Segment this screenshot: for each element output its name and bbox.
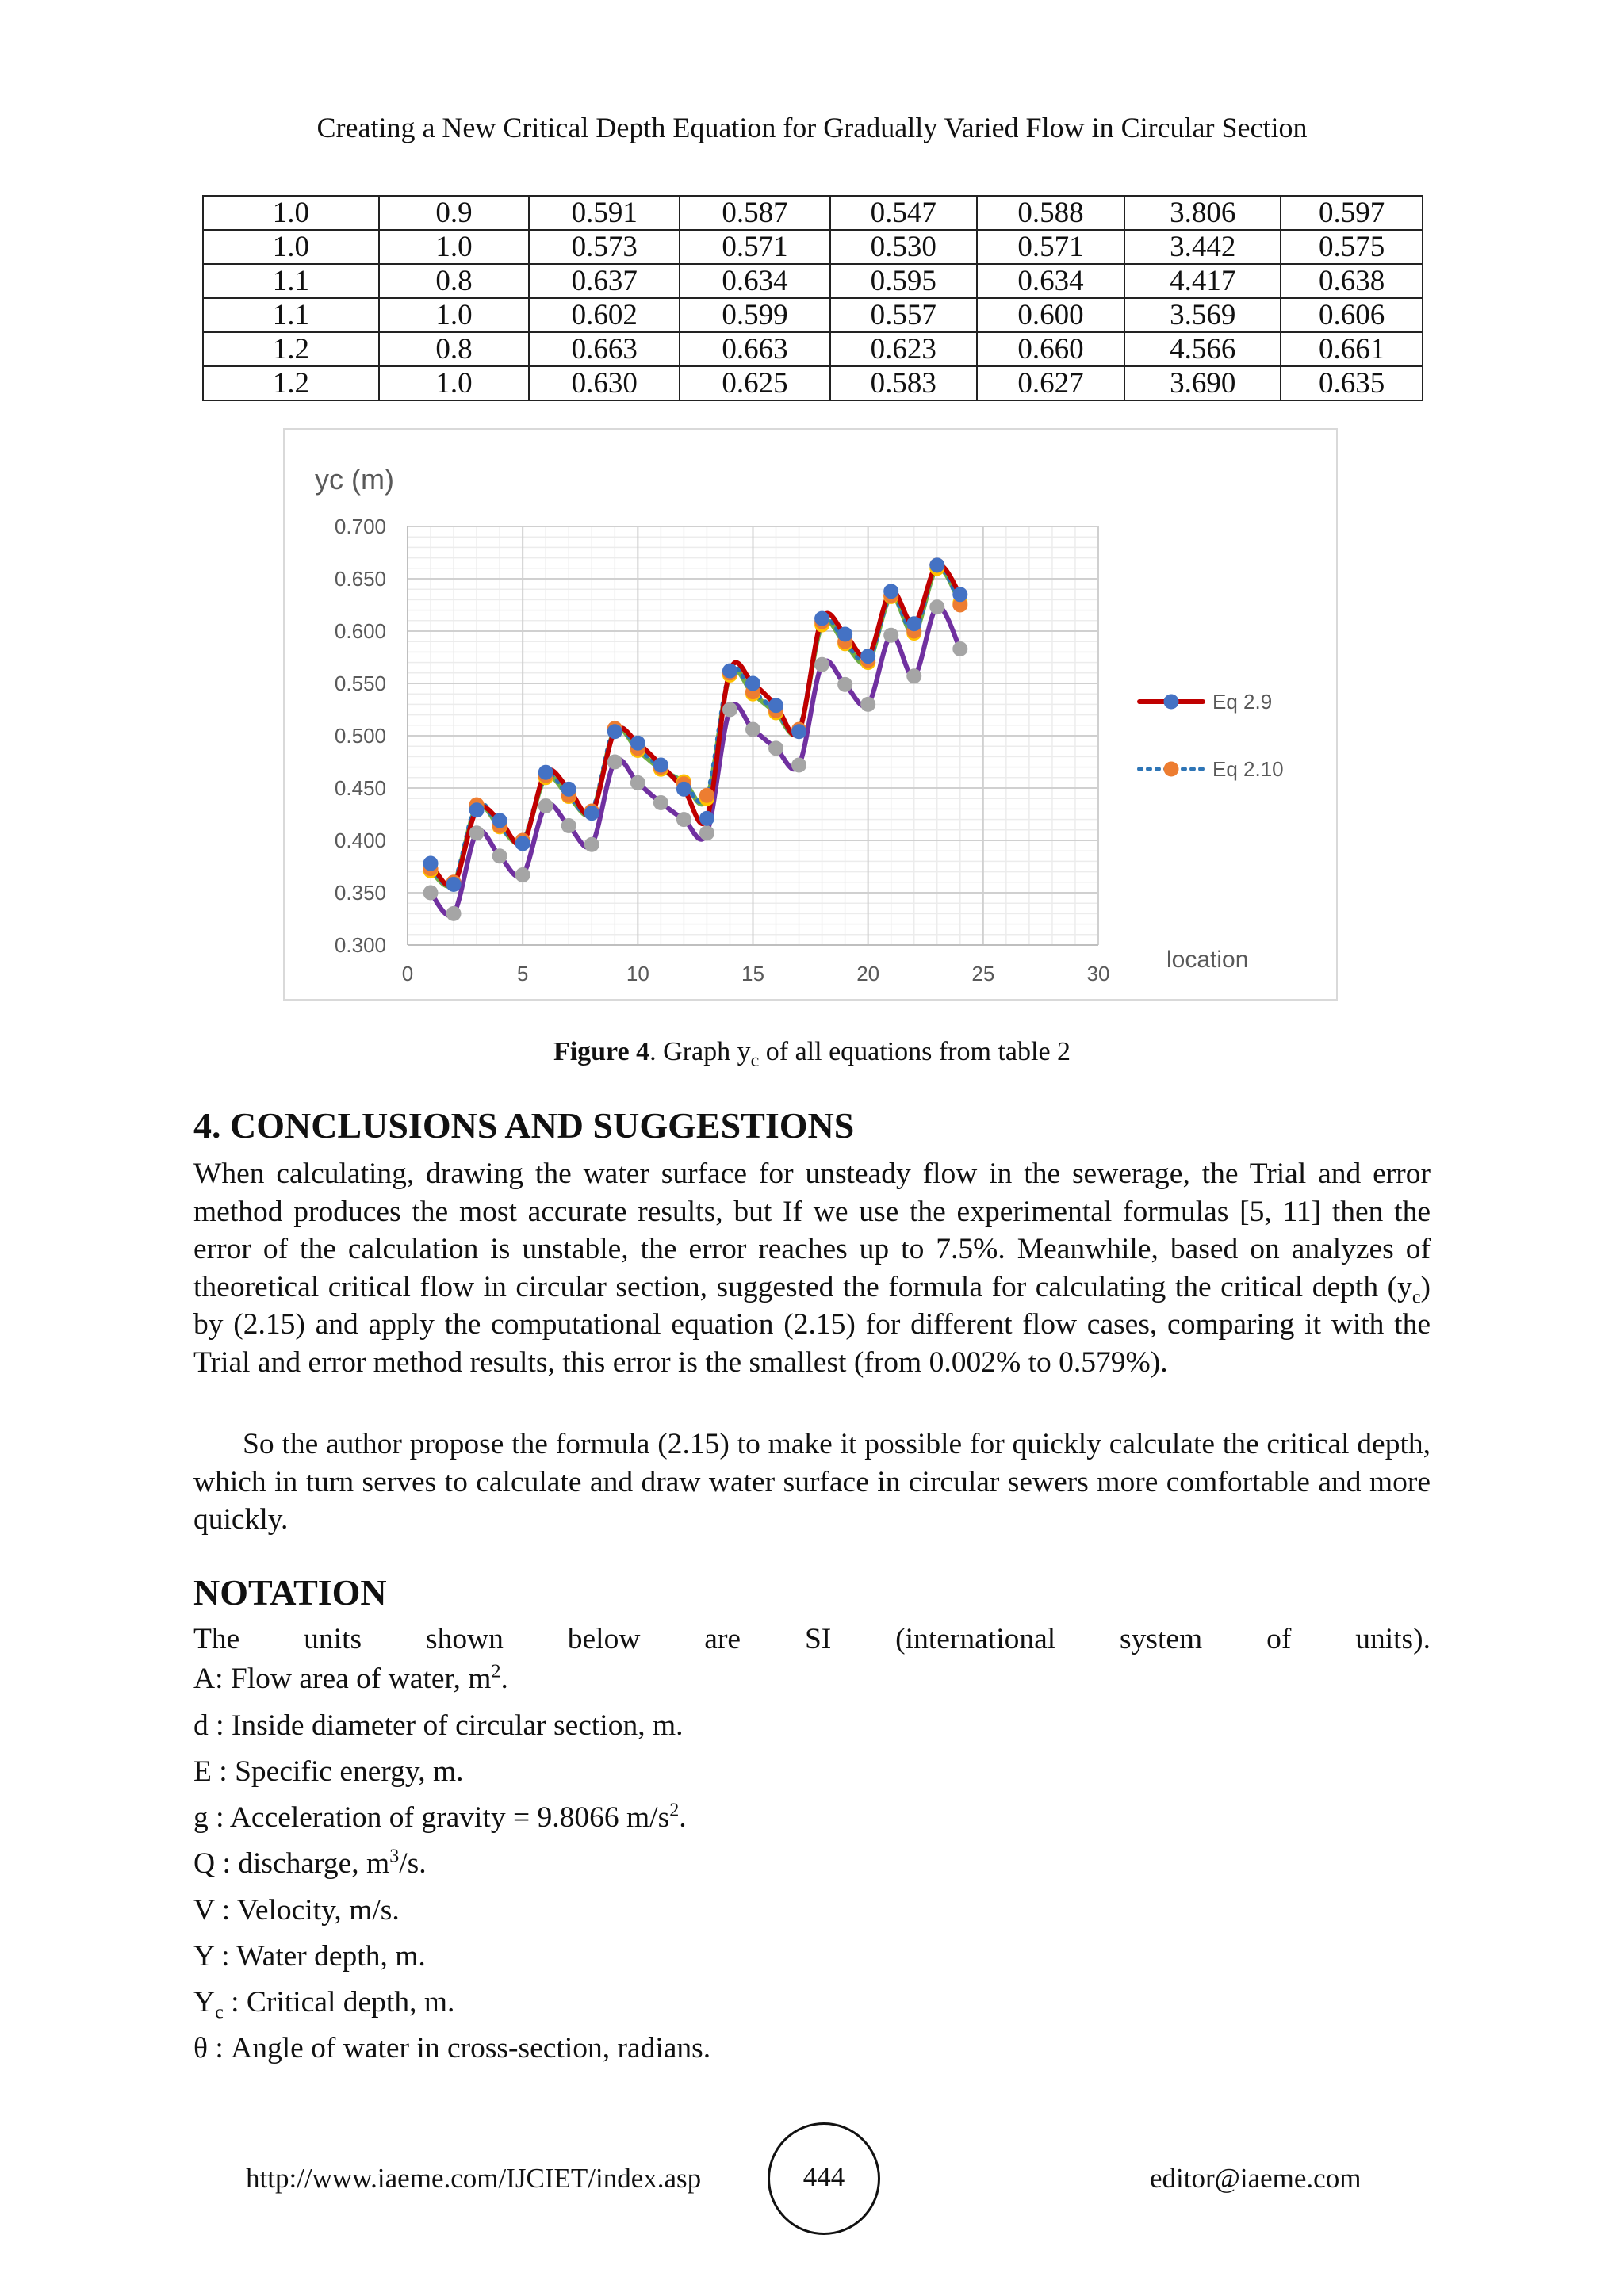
data-point (492, 813, 508, 828)
figure-caption (0, 1037, 1624, 1071)
table-row (203, 264, 1423, 298)
x-tick-label: 15 (741, 962, 764, 985)
table-cell: 3.569 (1124, 298, 1281, 332)
legend-marker (1164, 762, 1179, 777)
caption-subscript: c (750, 1050, 760, 1071)
data-point (722, 702, 737, 718)
table-cell: 0.660 (977, 332, 1125, 366)
data-point (584, 837, 599, 852)
data-point (929, 557, 944, 572)
notation-item-Q: Q : discharge, $m^3/s$. (193, 1846, 427, 1880)
data-point (561, 818, 576, 833)
paragraph-subscript: c (1411, 1287, 1421, 1307)
table-cell: 0.599 (680, 298, 830, 332)
data-point (607, 755, 622, 770)
data-point (653, 795, 668, 810)
table-cell: 0.634 (977, 264, 1125, 298)
table-cell: 0.638 (1281, 264, 1423, 298)
data-point (883, 628, 898, 643)
data-point (538, 798, 553, 813)
data-point (814, 611, 829, 626)
data-point (814, 657, 829, 672)
data-point (883, 584, 898, 599)
notation-item-Y: Y : Water depth, m. (193, 1940, 426, 1973)
data-point (469, 825, 485, 840)
data-point (768, 740, 783, 756)
table-cell: 1.1 (203, 298, 379, 332)
footer-url-link[interactable]: http://www.iaeme.com/IJCIET/index.asp (246, 2163, 702, 2194)
y-tick-label: 0.350 (334, 881, 386, 905)
data-point (423, 856, 439, 871)
table-cell: 0.635 (1281, 366, 1423, 400)
table-cell: 0.606 (1281, 298, 1423, 332)
x-axis-title: location (1166, 947, 1249, 973)
caption-text: . Graph y (649, 1037, 751, 1066)
data-point (722, 664, 737, 679)
data-point (676, 782, 691, 797)
data-point (906, 668, 921, 683)
table-row (203, 196, 1423, 230)
caption-text-end: of all equations from table 2 (759, 1037, 1071, 1066)
table-cell: 0.630 (529, 366, 680, 400)
data-point (630, 736, 645, 751)
table-row (203, 366, 1423, 400)
table-cell: 0.530 (830, 230, 977, 264)
notation-item-E: E : Specific energy, m. (193, 1755, 464, 1788)
data-point (791, 757, 806, 772)
y-tick-label: 0.650 (334, 567, 386, 591)
footer-email-link[interactable]: editor@iaeme.com (1150, 2163, 1362, 2194)
data-table (202, 195, 1423, 401)
notation-item-d: d : Inside diameter of circular section, m. (193, 1709, 684, 1742)
table-cell: 3.806 (1124, 196, 1281, 230)
table-cell: 3.442 (1124, 230, 1281, 264)
table-cell: 0.637 (529, 264, 680, 298)
data-point (699, 811, 714, 826)
data-point (423, 886, 439, 901)
y-tick-label: 0.550 (334, 672, 386, 695)
data-point (607, 724, 622, 739)
table-cell: 0.571 (680, 230, 830, 264)
paragraph-text: When calculating, drawing the water surface for unsteady flow in the sewerage, the Trial and error method produces the most accurate results, but If we use the experimental formulas [5, 11] then the error of the calculation is unstable, the error reaches up to 7.5%. Meanwhile, based on analyzes of theoretical critical flow in circular section, suggested the formula for calculating the critical depth (y (193, 1158, 1431, 1303)
data-point (561, 782, 576, 797)
x-tick-label: 0 (401, 962, 414, 985)
legend-label: Eq 2.10 (1212, 757, 1284, 781)
x-tick-label: 10 (626, 962, 649, 985)
notation-item-Yc: $Y_c$ : Critical depth, m. (193, 1986, 455, 2023)
table-cell: 1.0 (379, 230, 530, 264)
notation-item-theta: θ : Angle of water in cross-section, radians. (193, 2032, 711, 2064)
table-cell: 0.625 (680, 366, 830, 400)
data-point (745, 676, 760, 691)
table-cell: 0.588 (977, 196, 1125, 230)
data-point (745, 722, 760, 737)
table-cell: 0.597 (1281, 196, 1423, 230)
x-tick-label: 20 (856, 962, 880, 985)
data-point (860, 649, 875, 664)
data-point (676, 812, 691, 827)
table-cell: 0.634 (680, 264, 830, 298)
notation-item-g: g : Acceleration of gravity = 9.8066 $m/s^2$. (193, 1800, 687, 1834)
y-tick-label: 0.300 (334, 933, 386, 957)
data-point (515, 867, 530, 882)
table-row (203, 332, 1423, 366)
data-point (952, 587, 967, 602)
table-row (203, 230, 1423, 264)
data-point (906, 616, 921, 631)
table-cell: 1.1 (203, 264, 379, 298)
table-cell: 0.595 (830, 264, 977, 298)
table-cell: 0.8 (379, 264, 530, 298)
table-cell: 0.573 (529, 230, 680, 264)
data-point (860, 697, 875, 712)
paragraph-text-end: ) by (2.15) and apply the computational equation (2.15) for different flow cases, comparing it with the Trial and error method results, this error is the smallest (from 0.002% to 0.579%). (193, 1270, 1431, 1379)
x-tick-label: 30 (1086, 962, 1110, 985)
conclusion-paragraph-2: So the author propose the formula (2.15) to make it possible for quickly calculate the critical depth, which in turn serves to calculate and draw water surface in circular sewers more comfortable and more quickly. (193, 1428, 1431, 1536)
notation-item-A: A: Flow area of water, $m^2$. (193, 1661, 508, 1695)
series-line (431, 607, 960, 916)
y-axis-title: yc (m) (315, 463, 394, 496)
table-cell: 0.8 (379, 332, 530, 366)
table-cell: 1.0 (203, 230, 379, 264)
data-point (699, 825, 714, 840)
table-cell: 4.566 (1124, 332, 1281, 366)
table-cell: 0.661 (1281, 332, 1423, 366)
data-point (469, 802, 485, 817)
y-tick-label: 0.500 (334, 724, 386, 748)
table-cell: 1.0 (379, 366, 530, 400)
table-cell: 0.575 (1281, 230, 1423, 264)
data-point (584, 806, 599, 821)
data-point (538, 765, 553, 780)
table-cell: 4.417 (1124, 264, 1281, 298)
x-tick-label: 5 (516, 962, 529, 985)
table-cell: 0.627 (977, 366, 1125, 400)
table-cell: 0.571 (977, 230, 1125, 264)
data-point (446, 877, 462, 892)
y-tick-label: 0.600 (334, 619, 386, 643)
data-point (791, 724, 806, 739)
table-cell: 0.623 (830, 332, 977, 366)
notation-intro: The units shown below are SI (international system of units). (193, 1623, 1431, 1655)
data-point (929, 599, 944, 614)
data-point (837, 626, 852, 641)
table-cell: 0.602 (529, 298, 680, 332)
page-number: 444 (802, 2161, 845, 2192)
data-point (699, 788, 714, 803)
data-point (515, 836, 530, 851)
y-tick-label: 0.450 (334, 776, 386, 800)
data-point (630, 775, 645, 790)
table-cell: 1.0 (379, 298, 530, 332)
table-row (203, 298, 1423, 332)
figure-label: Figure 4 (553, 1037, 650, 1066)
table-cell: 0.9 (379, 196, 530, 230)
conclusion-paragraph-1 (193, 1155, 1431, 1381)
notation-item-V: V : Velocity, m/s. (193, 1894, 400, 1927)
table-cell: 1.2 (203, 332, 379, 366)
table-cell: 0.600 (977, 298, 1125, 332)
table-cell: 0.587 (680, 196, 830, 230)
notation-heading: NOTATION (193, 1572, 387, 1613)
legend-label: Eq 2.9 (1212, 690, 1273, 714)
y-tick-label: 0.700 (334, 515, 386, 538)
data-point (768, 698, 783, 713)
data-point (492, 848, 508, 863)
data-point (653, 757, 668, 772)
data-point (952, 641, 967, 656)
table-cell: 0.663 (529, 332, 680, 366)
table-cell: 1.0 (203, 196, 379, 230)
x-tick-label: 25 (971, 962, 995, 985)
table-cell: 3.690 (1124, 366, 1281, 400)
table-cell: 0.583 (830, 366, 977, 400)
data-point (446, 906, 462, 921)
table-cell: 0.547 (830, 196, 977, 230)
legend-marker (1164, 695, 1179, 710)
section-heading: 4. CONCLUSIONS AND SUGGESTIONS (193, 1105, 855, 1146)
figure-4-chart (283, 428, 1338, 1001)
table-cell: 0.557 (830, 298, 977, 332)
running-header: Creating a New Critical Depth Equation for Gradually Varied Flow in Circular Section (316, 112, 1308, 144)
y-tick-label: 0.400 (334, 828, 386, 852)
table-cell: 0.663 (680, 332, 830, 366)
data-point (837, 677, 852, 692)
table-cell: 0.591 (529, 196, 680, 230)
table-cell: 1.2 (203, 366, 379, 400)
